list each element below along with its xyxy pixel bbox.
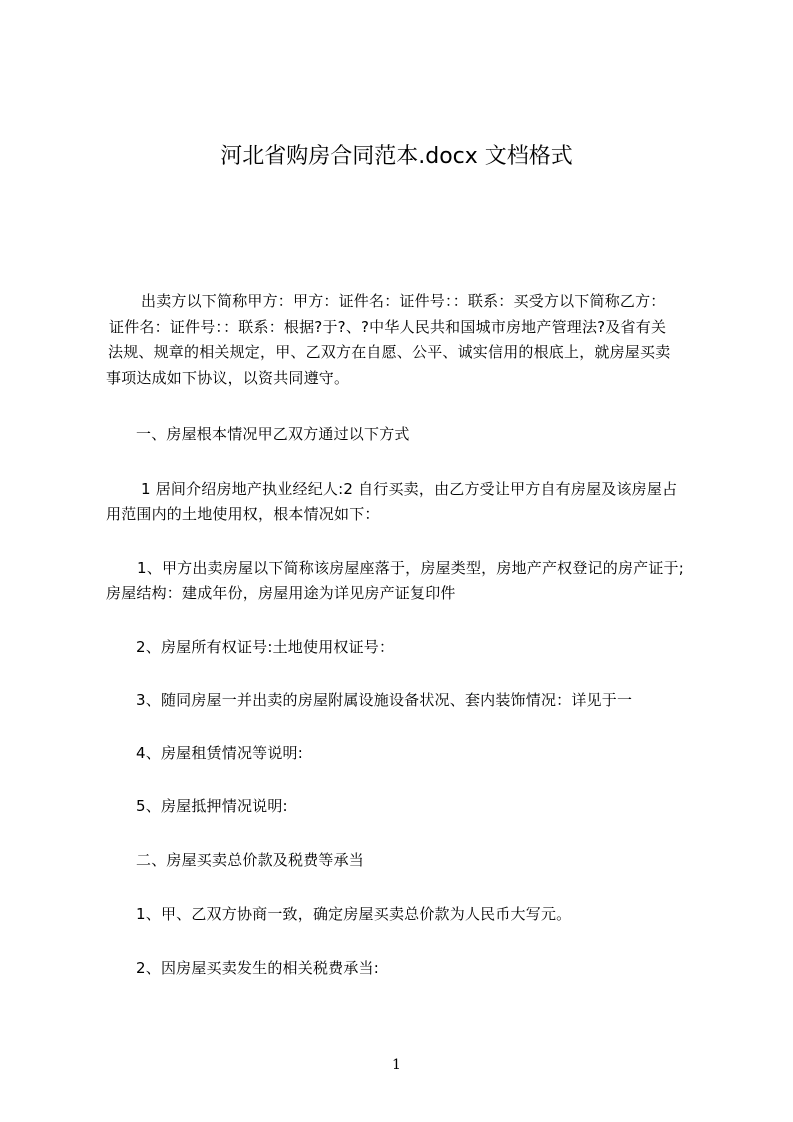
agency-paragraph <box>106 477 677 527</box>
item-5-paragraph: 5、房屋抵押情况说明: <box>136 797 288 815</box>
page-number: 1 <box>392 1057 401 1073</box>
price-item-2-paragraph: 2、因房屋买卖发生的相关税费承当: <box>136 959 379 977</box>
item-2-paragraph: 2、房屋所有权证号:土地使用权证号： <box>136 638 395 656</box>
intro-paragraph <box>106 289 670 391</box>
section-2-heading: 二、房屋买卖总价款及税费等承当 <box>136 851 365 869</box>
document-title: 河北省购房合同范本.docx 文档格式 <box>220 144 573 169</box>
agency-line-1: 1 居间介绍房地产执业经纪人:2 自行买卖，由乙方受让甲方自有房屋及该房屋占 <box>141 480 678 498</box>
section-1-heading: 一、房屋根本情况甲乙双方通过以下方式 <box>136 425 410 443</box>
intro-line-1: 出卖方以下简称甲方：甲方：证件名：证件号：：联系：买受方以下简称乙方： <box>141 292 666 310</box>
price-item-1-paragraph: 1、甲、乙双方协商一致，确定房屋买卖总价款为人民币大写元。 <box>136 905 572 923</box>
item-1-line-1: 1、甲方出卖房屋以下简称该房屋座落于，房屋类型，房地产产权登记的房产证于; <box>137 559 685 577</box>
intro-line-2: 证件名：证件号：：联系：根据?于?、?中华人民共和国城市房地产管理法?及省有关 <box>109 317 667 336</box>
item-3-paragraph: 3、随同房屋一并出卖的房屋附属设施设备状况、套内装饰情况：详见于一 <box>136 691 633 709</box>
item-1-paragraph <box>106 556 684 606</box>
agency-line-2: 用范围内的土地使用权，根本情况如下： <box>106 505 380 523</box>
intro-line-3: 法规、规章的相关规定，甲、乙双方在自愿、公平、诚实信用的根底上，就房屋买卖 <box>108 343 671 361</box>
item-4-paragraph: 4、房屋租赁情况等说明: <box>136 744 303 762</box>
item-1-line-2: 房屋结构：建成年份，房屋用途为详见房产证复印件 <box>106 584 456 602</box>
intro-line-4: 事项达成如下协议，以资共同遵守。 <box>106 368 350 387</box>
